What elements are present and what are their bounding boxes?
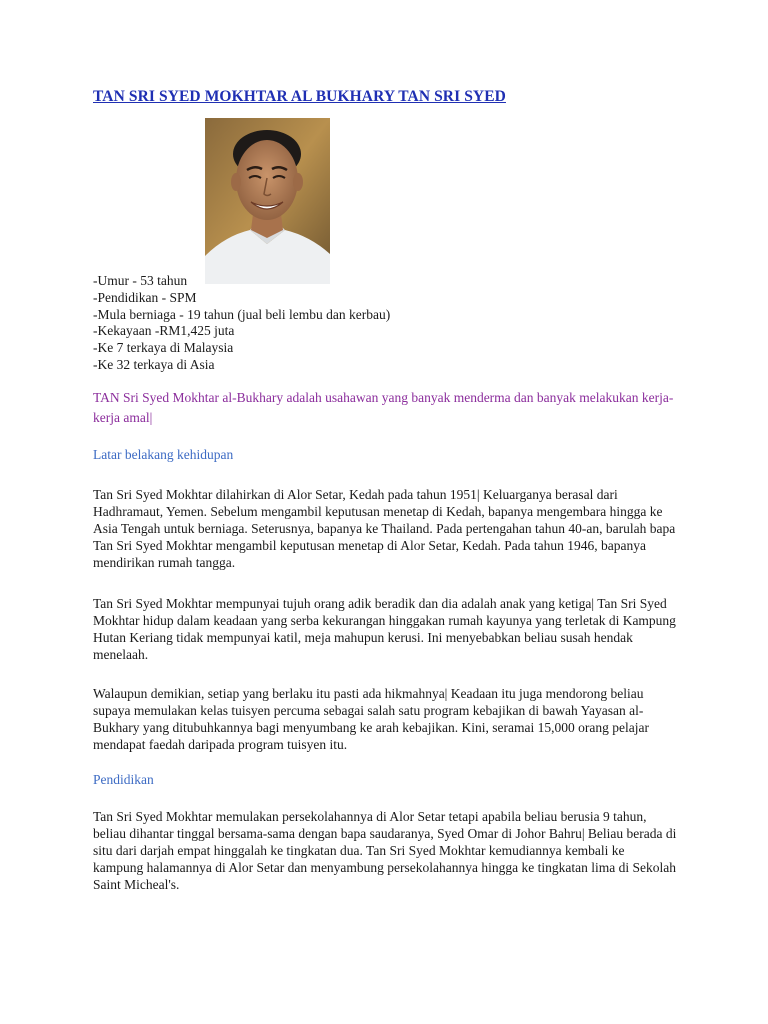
- intro-paragraph: TAN Sri Syed Mokhtar al-Bukhary adalah usahawan yang banyak menderma dan banyak melakukan kerja-kerja amal|: [93, 390, 674, 425]
- fact-education: -Pendidikan - SPM: [93, 289, 197, 305]
- fact-age: -Umur - 53 tahun: [93, 273, 188, 288]
- paragraph-education: Tan Sri Syed Mokhtar memulakan persekolahannya di Alor Setar tetapi apabila beliau berusia 9 tahun, beliau dihantar tinggal bersama-sama dengan bapa saudaranya, Syed Omar di Johor Bahru| Beliau berada di situ dari darjah empat hinggalah ke tingkatan dua. Tan Sri Syed Mokhtar kemudiannya kembali ke kampung halamannya di Alor Setar dan menyambung persekolahannya hingga ke tingkatan lima di Sekolah Saint Micheal's.: [93, 809, 677, 892]
- page-title[interactable]: TAN SRI SYED MOKHTAR AL BUKHARY TAN SRI SYED: [93, 88, 506, 105]
- fact-business-start: -Mula berniaga - 19 tahun (jual beli lembu dan kerbau): [93, 306, 391, 322]
- fact-wealth: -Kekayaan -RM1,425 juta: [93, 323, 235, 339]
- fact-asia-rank: -Ke 32 terkaya di Asia: [93, 356, 215, 372]
- paragraph-tuition: Walaupun demikian, setiap yang berlaku itu pasti ada hikmahnya| Keadaan itu juga mendorong beliau supaya memulakan kelas tuisyen percuma sebagai salah satu program kebajikan di bawah Yayasan al-Bukhary yang ditubuhkannya bagi menyumbang ke arah kebajikan. Kini, seramai 15,000 orang pelajar mendapat faedah daripada program tuisyen itu.: [93, 686, 649, 752]
- paragraph-family: Tan Sri Syed Mokhtar mempunyai tujuh orang adik beradik dan dia adalah anak yang ketiga| Tan Sri Syed Mokhtar hidup dalam keadaan yang serba kekurangan hinggakan rumah kayunya yang terletak di Kampung Hutan Keriang tidak mempunyai katil, meja mahupun kerusi. Ini menyebabkan beliau susah hendak menelaah.: [93, 596, 676, 662]
- facts-list: [93, 273, 390, 374]
- paragraph-birth: Tan Sri Syed Mokhtar dilahirkan di Alor Setar, Kedah pada tahun 1951| Keluarganya berasal dari Hadhramaut, Yemen. Sebelum mengambil keputusan menetap di Kedah, bapanya mengembara hingga ke Asia Tengah untuk berniaga. Seterusnya, bapanya ke Thailand. Pada pertengahan tahun 40-an, barulah bapa Tan Sri Syed Mokhtar mengambil keputusan menetap di Alor Setar, Kedah. Pada tahun 1946, bapanya mendirikan rumah tangga.: [93, 487, 676, 570]
- section-heading-background: Latar belakang kehidupan: [93, 447, 234, 462]
- document-page: [93, 88, 678, 892]
- fact-malaysia-rank: -Ke 7 terkaya di Malaysia: [93, 340, 234, 356]
- portrait-photo: [205, 118, 330, 284]
- section-heading-education: Pendidikan: [93, 772, 154, 787]
